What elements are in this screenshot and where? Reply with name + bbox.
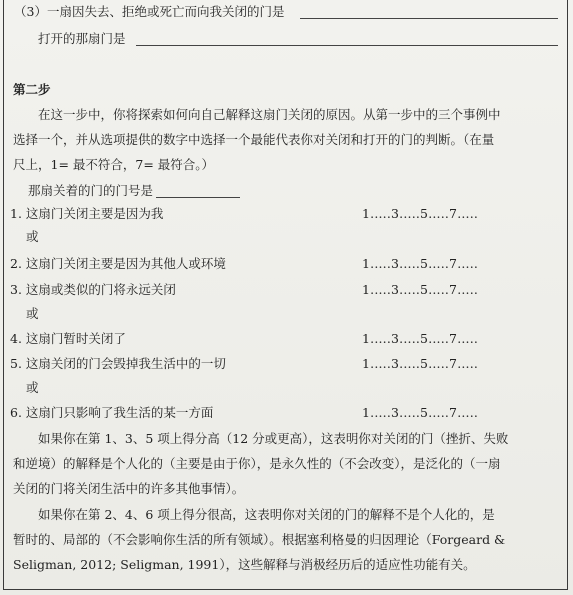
or-2: 或 <box>26 306 39 321</box>
item-3-text: 3. 这扇或类似的门将永远关闭 <box>10 282 176 297</box>
step2-intro-line3: 尺上，1= 最不符合，7= 最符合。） <box>13 157 215 172</box>
item-4-text: 4. 这扇门暂时关闭了 <box>10 331 126 346</box>
para1-line1: 如果你在第 1、3、5 项上得分高（12 分或更高），这表明你对关闭的门（挫折、失败 <box>38 431 509 446</box>
item-5-text: 5. 这扇关闭的门会毁掉我生活中的一切 <box>10 356 226 371</box>
step2-intro-line1: 在这一步中，你将探索如何向自己解释这扇门关闭的原因。从第一步中的三个事例中 <box>38 107 501 122</box>
item-1-text: 1. 这扇门关闭主要是因为我 <box>10 206 164 221</box>
item-6-text: 6. 这扇门只影响了我生活的某一方面 <box>10 405 214 420</box>
item-2-text: 2. 这扇门关闭主要是因为其他人或环境 <box>10 256 226 271</box>
item-1-scale[interactable]: 1.....3.....5.....7..... <box>362 206 479 221</box>
item-3-scale[interactable]: 1.....3.....5.....7..... <box>362 282 479 297</box>
answer-line-open-door[interactable] <box>136 45 558 46</box>
para1-line3: 关闭的门将关闭生活中的许多其他事情）。 <box>13 481 245 496</box>
para2-line2: 暂时的、局部的（不会影响你生活的所有领域）。根据塞利格曼的归因理论（Forgeard & <box>13 532 506 547</box>
para1-line2: 和逆境）的解释是个人化的（主要是由于你），是永久性的（不会改变），是泛化的（一扇 <box>13 456 501 471</box>
item-6-scale[interactable]: 1.....3.....5.....7..... <box>362 405 479 420</box>
item-5-scale[interactable]: 1.....3.....5.....7..... <box>362 356 479 371</box>
section3-line1: （3）一扇因失去、拒绝或死亡而向我关闭的门是 <box>14 4 285 19</box>
door-number-field[interactable] <box>156 197 240 198</box>
door-number-label: 那扇关着的门的门号是 <box>28 183 154 198</box>
para2-line1: 如果你在第 2、4、6 项上得分很高，这表明你对关闭的门的解释不是个人化的，是 <box>38 507 495 522</box>
item-2-scale[interactable]: 1.....3.....5.....7..... <box>362 256 479 271</box>
section3-line2: 打开的那扇门是 <box>38 31 126 46</box>
para2-line3: Seligman, 2012; Seligman, 1991），这些解释与消极经历后的适应性功能有关。 <box>13 557 476 572</box>
item-4-scale[interactable]: 1.....3.....5.....7..... <box>362 331 479 346</box>
step2-heading: 第二步 <box>13 82 51 97</box>
or-3: 或 <box>26 380 39 395</box>
or-1: 或 <box>26 229 39 244</box>
answer-line-closed-door[interactable] <box>300 18 558 19</box>
step2-intro-line2: 选择一个，并从选项提供的数字中选择一个最能代表你对关闭和打开的门的判断。（在量 <box>13 132 495 147</box>
